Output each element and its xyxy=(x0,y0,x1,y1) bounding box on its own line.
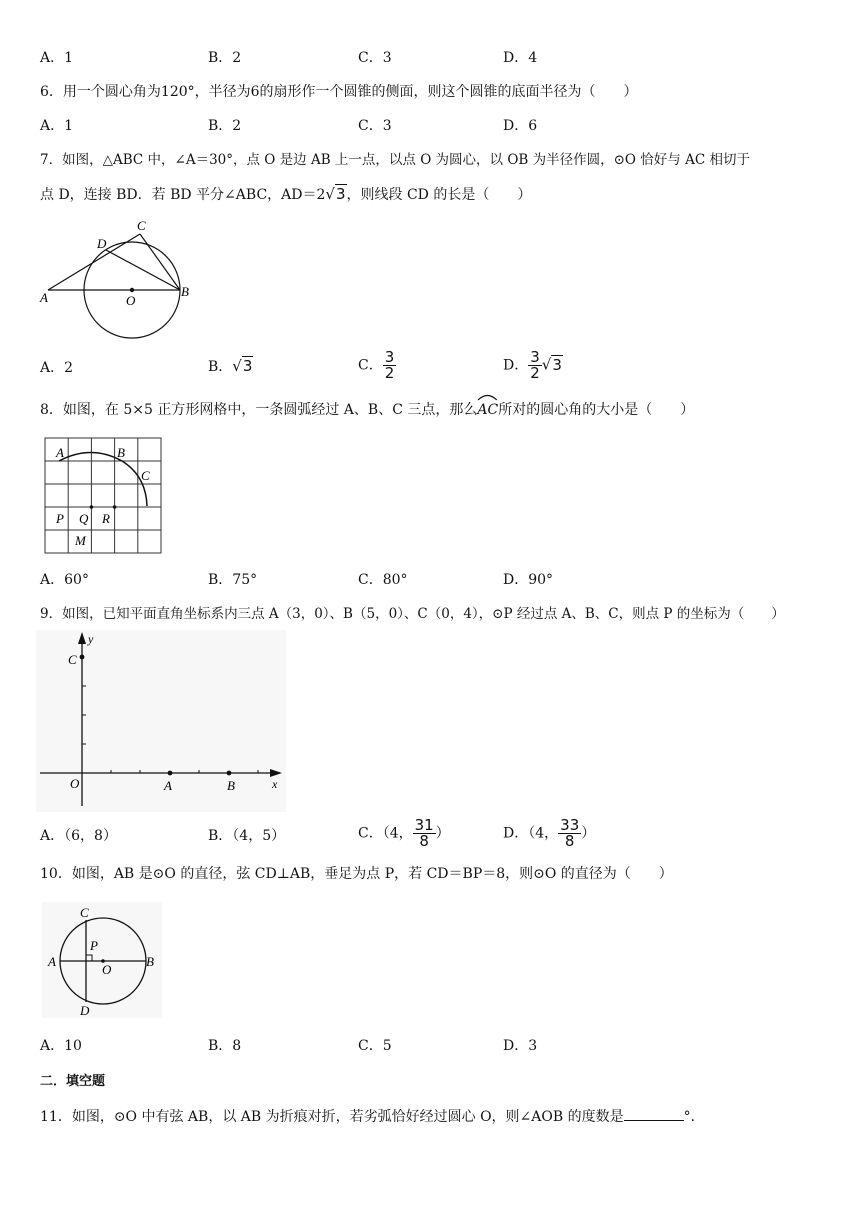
q8-label-r: R xyxy=(102,511,110,526)
q8-label-a: A xyxy=(56,445,64,460)
q10-option-c: C．5 xyxy=(358,1038,392,1054)
q7-label-a: A xyxy=(40,290,48,305)
q7-point-o xyxy=(130,288,134,292)
q7-label-c: C xyxy=(137,218,146,233)
q10-label-b: B xyxy=(146,954,154,969)
q5-option-c: C．3 xyxy=(358,50,392,66)
q8-point-q xyxy=(90,505,94,509)
q9-point-b xyxy=(227,771,232,776)
q7-figure xyxy=(36,216,196,340)
q7-segment-bc xyxy=(140,234,180,290)
q8-label-c: C xyxy=(141,468,150,483)
q7-label-o: O xyxy=(126,293,136,308)
q5-option-a: A．1 xyxy=(40,50,74,66)
q7-segment-bd xyxy=(106,250,180,290)
q11-answer-blank[interactable] xyxy=(624,1106,684,1121)
q9-option-a: A．（6，8） xyxy=(40,828,117,844)
q7-option-a: A．2 xyxy=(40,360,74,376)
q8-figure xyxy=(43,436,165,556)
q6-option-a: A．1 xyxy=(40,118,74,134)
q8-option-b: B．75° xyxy=(208,572,258,588)
q10-label-a: A xyxy=(48,954,56,969)
q8-text: 8．如图，在 5×5 正方形网格中，一条圆弧经过 A、B、C 三点，那么 AC所对的圆心角的大小是（ ） xyxy=(40,400,694,420)
q7-option-c: C． $\frac{3}{2}$ xyxy=(358,348,395,382)
q8-option-d: D．90° xyxy=(503,572,554,588)
q6-text: 6．用一个圆心角为120°，半径为6的扇形作一个圆锥的侧面，则这个圆锥的底面半径为（ ） xyxy=(40,84,638,100)
q9-figure xyxy=(36,630,286,812)
q10-label-p: P xyxy=(90,938,98,953)
q8-label-q: Q xyxy=(79,511,89,526)
q10-label-c: C xyxy=(80,905,89,920)
q9-option-c: C．（4， $\frac{31}{8}$ ） xyxy=(358,816,450,850)
q10-label-o: O xyxy=(102,962,112,977)
q9-option-d: D．（4， $\frac{33}{8}$ ） xyxy=(503,816,596,850)
q8-label-b: B xyxy=(117,445,125,460)
q10-figure xyxy=(42,902,162,1018)
section-fill-in-title: 二．填空题 xyxy=(40,1074,106,1089)
q9-option-b: B．（4，5） xyxy=(208,828,286,844)
q9-label-x: x xyxy=(272,777,278,791)
q9-label-a: A xyxy=(164,778,172,793)
q9-label-o: O xyxy=(70,776,80,791)
q10-label-d: D xyxy=(80,1003,90,1018)
q10-option-a: A．10 xyxy=(40,1038,82,1054)
q11-text: 11．如图，⊙O 中有弦 AB，以 AB 为折痕对折，若劣弧恰好经过圆心 O，则∠AOB 的度数是 °． xyxy=(40,1106,705,1127)
q7-segment-ac xyxy=(48,234,140,290)
q8-point-r xyxy=(113,505,117,509)
q5-option-b: B．2 xyxy=(208,50,242,66)
q9-label-b: B xyxy=(227,778,235,793)
q7-text-line2: 点 D，连接 BD．若 BD 平分∠ABC，AD＝2√3，则线段 CD 的长是（ ） xyxy=(40,185,532,203)
q6-option-d: D．6 xyxy=(503,118,538,134)
q6-option-b: B．2 xyxy=(208,118,242,134)
q9-point-c xyxy=(80,655,85,660)
q8-arc-ac: AC xyxy=(477,400,498,420)
q8-option-a: A．60° xyxy=(40,572,89,588)
q5-option-d: D．4 xyxy=(503,50,538,66)
q10-text: 10．如图，AB 是⊙O 的直径，弦 CD⊥AB，垂足为点 P，若 CD＝BP＝8，则⊙O 的直径为（ ） xyxy=(40,866,673,882)
q10-option-b: B．8 xyxy=(208,1038,242,1054)
q9-point-a xyxy=(168,771,173,776)
q10-option-d: D．3 xyxy=(503,1038,538,1054)
q8-label-m: M xyxy=(75,533,86,548)
q7-text-line1: 7．如图，△ABC 中，∠A＝30°，点 O 是边 AB 上一点，以点 O 为圆心，以 OB 为半径作圆，⊙O 恰好与 AC 相切于 xyxy=(40,152,750,168)
q6-option-c: C．3 xyxy=(358,118,392,134)
q8-option-c: C．80° xyxy=(358,572,408,588)
q8-label-p: P xyxy=(56,511,64,526)
q7-option-b: B．√3 xyxy=(208,357,253,375)
q7-label-d: D xyxy=(97,236,107,251)
q7-option-d: D． $\frac{3}{2}$ √3 xyxy=(503,348,562,382)
q9-label-y: y xyxy=(88,632,94,646)
q9-label-c: C xyxy=(68,652,77,667)
q9-text: 9．如图，已知平面直角坐标系内三点 A（3，0）、B（5，0）、C（0，4），⊙P 经过点 A、B、C，则点 P 的坐标为（ ） xyxy=(40,606,785,622)
q7-label-b: B xyxy=(181,284,189,299)
